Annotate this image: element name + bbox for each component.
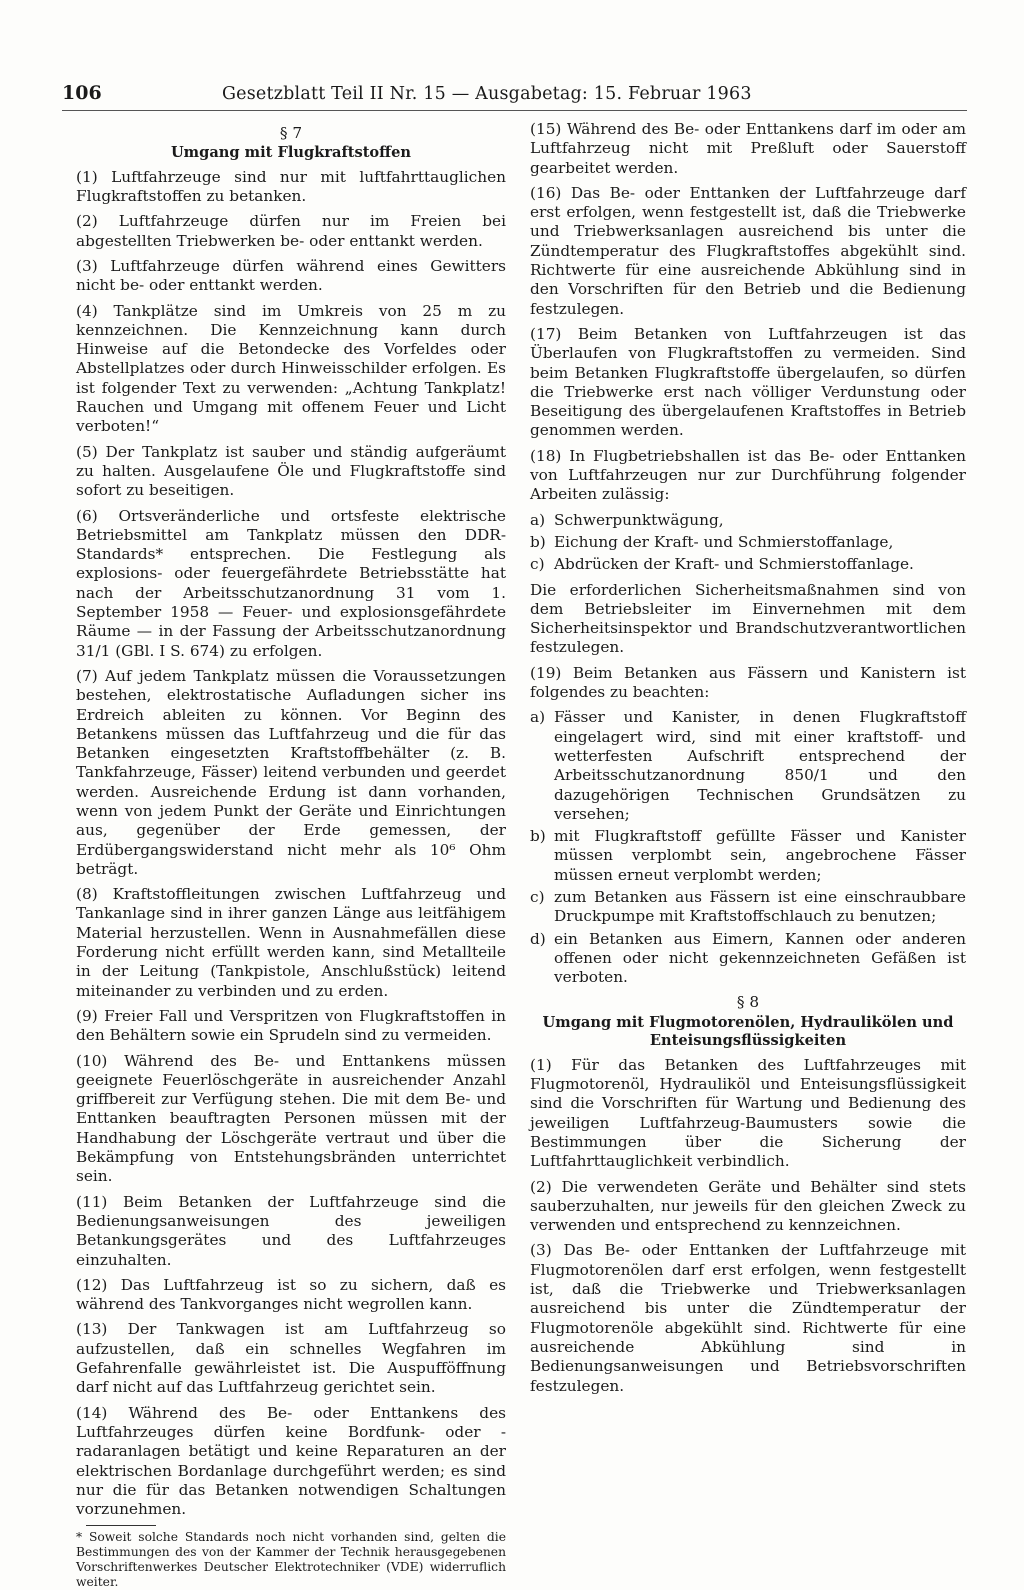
list-label: c) xyxy=(530,555,545,574)
paragraph: (1) Für das Betanken des Luftfahrzeuges mit Flugmotorenöl, Hydrauliköl und Enteisungsflüssigkeit sind die Vorschriften für Wartung und Bedienung des jeweiligen Luftfahrzeug-Baumusters sowie die Bestimmungen über die Sicherung der Luftfahrttauglichkeit verbindlich. xyxy=(530,1055,966,1171)
page-header xyxy=(62,82,762,104)
section-title: Umgang mit Flugmotorenölen, Hydraulikölen und Enteisungsflüssigkeiten xyxy=(542,1013,954,1050)
list-text: zum Betanken aus Fässern ist eine einschraubbare Druckpumpe mit Kraftstoffschlauch zu benutzen; xyxy=(554,887,966,926)
list-item xyxy=(530,555,966,574)
list-item xyxy=(530,511,966,530)
list-text: Schwerpunktwägung, xyxy=(554,510,724,529)
paragraph: (15) Während des Be- oder Enttankens darf im oder am Luftfahrzeug nicht mit Preßluft oder Sauerstoff gearbeitet werden. xyxy=(530,120,966,177)
paragraph: (4) Tankplätze sind im Umkreis von 25 m zu kennzeichnen. Die Kennzeichnung kann durch Hinweise auf die Betondecke des Vorfeldes oder Abstellplatzes oder durch Hinweisschilder erfolgen. Es ist folgender Text zu verwenden: „Achtung Tankplatz! Rauchen und Umgang mit offenem Feuer und Licht verboten!“ xyxy=(76,301,506,436)
paragraph-continued: (14) Während des Be- oder Enttankens des Luftfahrzeuges dürfen keine Bordfunk- oder -radaranlagen betätigt und keine Reparaturen an der elektrischen Bordanlage durchgeführt werden; es sind nur die für das Betanken notwendigen Schaltungen vorzunehmen. xyxy=(76,1403,506,1519)
list-label: b) xyxy=(530,827,546,846)
page-number: 106 xyxy=(62,82,102,104)
footnote-rule xyxy=(86,1525,156,1526)
paragraph: (7) Auf jedem Tankplatz müssen die Voraussetzungen bestehen, elektrostatische Aufladungen sicher ins Erdreich ableiten zu können. Vor Beginn des Betankens müssen das Luftfahrzeug und die für das Betanken eingesetzten Kraftstoffbehälter (z. B. Tankfahrzeuge, Fässer) leitend verbunden und geerdet werden. Ausreichende Erdung ist dann vorhanden, wenn von jedem Punkt der Geräte und Einrichtungen aus, gegenüber der Erde gemessen, der Erdübergangswiderstand nicht mehr als 10⁶ Ohm beträgt. xyxy=(76,666,506,878)
left-column xyxy=(76,120,506,1590)
header-rule xyxy=(62,110,967,111)
paragraph: (8) Kraftstoffleitungen zwischen Luftfahrzeug und Tankanlage sind in ihrer ganzen Länge aus leitfähigem Material herzustellen. Wenn in Ausnahmefällen diese Forderung nicht erfüllt werden kann, sind Metallteile in der Leitung (Tankpistole, Anschlußstück) leitend miteinander zu verbinden und zu erden. xyxy=(76,885,506,1000)
footnote: * Soweit solche Standards noch nicht vorhanden sind, gelten die Bestimmungen des von der Kammer der Technik herausgegebenen Vorschriftenwerkes Deutscher Elektrotechniker (VDE) widerruflich weiter. xyxy=(76,1530,506,1590)
list-label: c) xyxy=(530,887,545,906)
list-item xyxy=(530,533,966,552)
paragraph: (3) Luftfahrzeuge dürfen während eines Gewitters nicht be- oder enttankt werden. xyxy=(76,256,506,295)
header-title: Gesetzblatt Teil II Nr. 15 — Ausgabetag: 15. Februar 1963 xyxy=(222,84,752,104)
paragraph: (2) Luftfahrzeuge dürfen nur im Freien bei abgestellten Triebwerken be- oder enttankt werden. xyxy=(76,212,506,250)
paragraph: Die erforderlichen Sicherheitsmaßnahmen sind von dem Betriebsleiter im Einvernehmen mit dem Sicherheitsinspektor und Brandschutzverantwortlichen festzulegen. xyxy=(530,580,966,657)
paragraph: (11) Beim Betanken der Luftfahrzeuge sind die Bedienungsanweisungen des jeweiligen Betankungsgerätes und des Luftfahrzeuges einzuhalten. xyxy=(76,1192,506,1269)
list-label: d) xyxy=(530,929,546,948)
list-text: mit Flugkraftstoff gefüllte Fässer und Kanister müssen verplombt sein, angebrochene Fässer müssen erneut verplombt werden; xyxy=(554,827,966,884)
paragraph: (1) Luftfahrzeuge sind nur mit luftfahrttauglichen Flugkraftstoffen zu betanken. xyxy=(76,167,506,206)
list-item xyxy=(530,888,966,927)
paragraph: (6) Ortsveränderliche und ortsfeste elektrische Betriebsmittel am Tankplatz müssen den DDR-Standards* entsprechen. Die Festlegung als explosions- oder feuergefährdete Betriebsstätte hat nach der Arbeitsschutzanordnung 31 vom 1. September 1958 — Feuer- und explosionsgefährdete Räume — in der Fassung der Arbeitsschutzanordnung 31/1 (GBl. I S. 674) zu erfolgen. xyxy=(76,506,506,660)
section-number: § 8 xyxy=(736,993,760,1012)
section-number: § 7 xyxy=(279,124,303,142)
paragraph: (5) Der Tankplatz ist sauber und ständig aufgeräumt zu halten. Ausgelaufene Öle und Flugkraftstoffe sind sofort zu beseitigen. xyxy=(76,442,506,500)
list-text: Fässer und Kanister, in denen Flugkraftstoff eingelagert wird, sind mit einer kraftstoff- und wetterfesten Aufschrift entsprechend der Arbeitsschutzanordnung 850/1 und den dazugehörigen Technischen Grundsätzen zu versehen; xyxy=(554,708,966,823)
list-label: a) xyxy=(530,510,546,529)
paragraph: (12) Das Luftfahrzeug ist so zu sichern, daß es während des Tankvorganges nicht wegrollen kann. xyxy=(76,1275,506,1314)
paragraph: (9) Freier Fall und Verspritzen von Flugkraftstoffen in den Behältern sowie ein Sprudeln sind zu vermeiden. xyxy=(76,1006,506,1045)
list-text: ein Betanken aus Eimern, Kannen oder anderen offenen oder nicht gekennzeichneten Gefäßen ist verboten. xyxy=(554,929,966,987)
section-title: Umgang mit Flugkraftstoffen xyxy=(170,144,412,162)
paragraph: (17) Beim Betanken von Luftfahrzeugen ist das Überlaufen von Flugkraftstoffen zu vermeiden. Sind beim Betanken Flugkraftstoffe übergelaufen, so dürfen die Triebwerke erst nach völliger Verdunstung oder Beseitigung des übergelaufenen Kraftstoffes in Betrieb genommen werden. xyxy=(530,324,966,440)
paragraph: (3) Das Be- oder Enttanken der Luftfahrzeuge mit Flugmotorenölen darf erst erfolgen, wenn festgestellt ist, daß die Triebwerke und Triebwerksanlagen ausreichend bis unter die Zündtemperatur der Flugmotorenöle abgekühlt sind. Richtwerte für eine ausreichende Abkühlung sind in Bedienungsanweisungen und Betriebsvorschriften festzulegen. xyxy=(530,1241,966,1395)
list-label: a) xyxy=(530,708,546,727)
list-item xyxy=(530,930,966,988)
paragraph: (19) Beim Betanken aus Fässern und Kanistern ist folgendes zu beachten: xyxy=(530,663,966,702)
paragraph: (13) Der Tankwagen ist am Luftfahrzeug so aufzustellen, daß ein schnelles Wegfahren im Gefahrenfalle gewährleistet ist. Die Auspufföffnung darf nicht auf das Luftfahrzeug gerichtet sein. xyxy=(76,1320,506,1397)
paragraph: (16) Das Be- oder Enttanken der Luftfahrzeuge darf erst erfolgen, wenn festgestellt ist, daß die Triebwerke und Triebwerksanlagen ausreichend bis unter die Zündtemperatur des Flugkraftstoffes abgekühlt sind. Richtwerte für eine ausreichende Abkühlung sind in den Vorschriften für den Betrieb und die Bedienung festzulegen. xyxy=(530,183,966,318)
paragraph: (18) In Flugbetriebshallen ist das Be- oder Enttanken von Luftfahrzeugen nur zur Durchführung folgender Arbeiten zulässig: xyxy=(530,446,966,504)
list-item xyxy=(530,827,966,885)
paragraph: (10) Während des Be- und Enttankens müssen geeignete Feuerlöschgeräte in ausreichender Anzahl griffbereit zur Verfügung stehen. Die mit dem Be- und Enttanken beauftragten Personen müssen mit der Handhabung der Löschgeräte vertraut und über die Bekämpfung von Entstehungsbränden unterrichtet sein. xyxy=(76,1051,506,1186)
list-text: Abdrücken der Kraft- und Schmierstoffanlage. xyxy=(554,555,914,574)
list-item xyxy=(530,708,966,824)
paragraph: (2) Die verwendeten Geräte und Behälter sind stets sauberzuhalten, nur jeweils für den gleichen Zweck zu verwenden und entsprechend zu kennzeichnen. xyxy=(530,1177,966,1235)
list-label: b) xyxy=(530,532,546,551)
right-column xyxy=(530,120,966,1402)
list-text: Eichung der Kraft- und Schmierstoffanlage, xyxy=(554,532,894,551)
